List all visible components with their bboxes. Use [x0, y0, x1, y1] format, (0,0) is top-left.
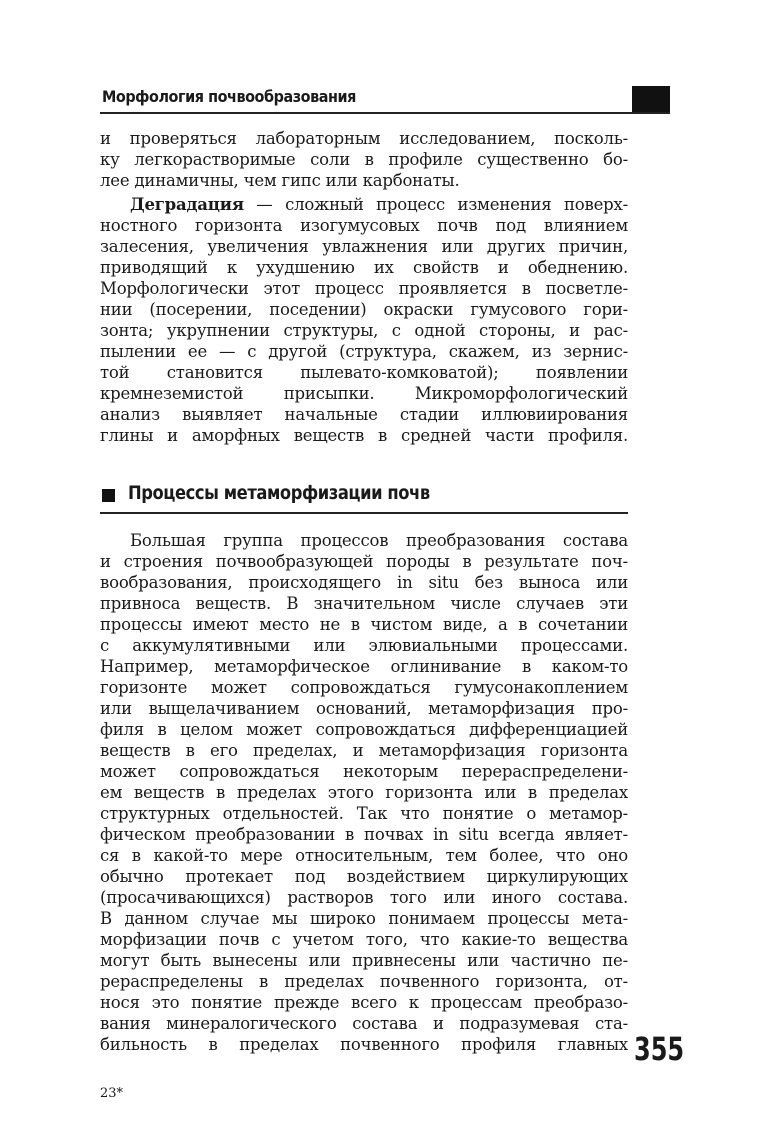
section-heading-text: Процессы метаморфизации почв: [128, 482, 430, 504]
text-line: обычно протекает под воздействием циркулирующих: [100, 867, 628, 886]
text-line: привноса веществ. В значительном числе случаев эти: [100, 594, 628, 613]
text-line: пылении ее — с другой (структура, скажем, из зернис-: [100, 342, 628, 361]
signature-mark: 23*: [100, 1086, 124, 1101]
text-line: ностного горизонта изогумусовых почв под влиянием: [100, 216, 628, 235]
text-line: и проверяться лабораторным исследованием, посколь-: [100, 129, 628, 148]
text-line: той становится пылевато-комковатой); появлении: [100, 363, 628, 382]
term-degradation: Деградация: [130, 195, 244, 214]
text-line: Морфологически этот процесс проявляется в посветле-: [100, 279, 628, 298]
section-heading: [100, 482, 628, 514]
text-line: и строения почвообразующей породы в результате поч-: [100, 552, 628, 571]
text-line: рераспределены в пределах почвенного горизонта, от-: [100, 972, 628, 991]
text-line: вообразования, происходящего in situ без выноса или: [100, 573, 628, 592]
paragraph-1: [100, 128, 628, 191]
first-line-rest: — сложный процесс изменения поверх-: [243, 195, 628, 214]
text-line: ся в какой-то мере относительным, тем более, что оно: [100, 846, 628, 865]
text-line: могут быть вынесены или привнесены или частично пе-: [100, 951, 628, 970]
text-line: В данном случае мы широко понимаем процессы мета-: [100, 909, 628, 928]
heading-square-icon: [102, 489, 115, 502]
text-line: (просачивающихся) растворов того или иного состава.: [100, 888, 628, 907]
text-line: кремнеземистой присыпки. Микроморфологический: [100, 384, 628, 403]
text-line: может сопровождаться некоторым перераспределени-: [100, 762, 628, 781]
text-line: зонта; укрупнении структуры, с одной стороны, и рас-: [100, 321, 628, 340]
text-line: залесения, увеличения увлажнения или других причин,: [100, 237, 628, 256]
text-line: структурных отдельностей. Так что понятие о метамор-: [100, 804, 628, 823]
text-line: веществ в его пределах, и метаморфизация горизонта: [100, 741, 628, 760]
text-line: ем веществ в пределах этого горизонта или в пределах: [100, 783, 628, 802]
page-number: 355: [634, 1030, 685, 1068]
text-line: нии (посерении, поседении) окраски гумусового гори-: [100, 300, 628, 319]
text-line: процессы имеют место не в чистом виде, а в сочетании: [100, 615, 628, 634]
text-line: филя в целом может сопровождаться дифференциацией: [100, 720, 628, 739]
text-line: приводящий к ухудшению их свойств и обеднению.: [100, 258, 628, 277]
text-line: Большая группа процессов преобразования состава: [130, 531, 628, 550]
text-line: вания минералогического состава и подразумевая ста-: [100, 1014, 628, 1033]
text-line: с аккумулятивными или элювиальными процессами.: [100, 636, 628, 655]
running-head: [100, 86, 670, 114]
text-line: горизонте может сопровождаться гумусонакоплением: [100, 678, 628, 697]
text-line: глины и аморфных веществ в средней части профиля.: [100, 426, 628, 445]
text-line: Например, метаморфическое оглинивание в каком-то: [100, 657, 628, 676]
paragraph-3: [100, 530, 628, 1055]
text-line: лее динамичны, чем гипс или карбонаты.: [100, 171, 460, 190]
text-line: бильность в пределах почвенного профиля главных: [100, 1035, 628, 1054]
text-line: морфизации почв с учетом того, что какие-то вещества: [100, 930, 628, 949]
text-line: ку легкорастворимые соли в профиле существенно бо-: [100, 150, 628, 169]
text-line: или выщелачиванием оснований, метаморфизация про-: [100, 699, 628, 718]
text-line: фическом преобразовании в почвах in situ всегда являет-: [100, 825, 628, 844]
text-line: нося это понятие прежде всего к процессам преобразо-: [100, 993, 628, 1012]
paragraph-2-first-line: [100, 194, 628, 215]
paragraph-2: [100, 194, 628, 446]
running-head-title: Морфология почвообразования: [102, 87, 356, 106]
running-head-marker: [632, 86, 670, 112]
text-line: анализ выявляет начальные стадии иллювиирования: [100, 405, 628, 424]
